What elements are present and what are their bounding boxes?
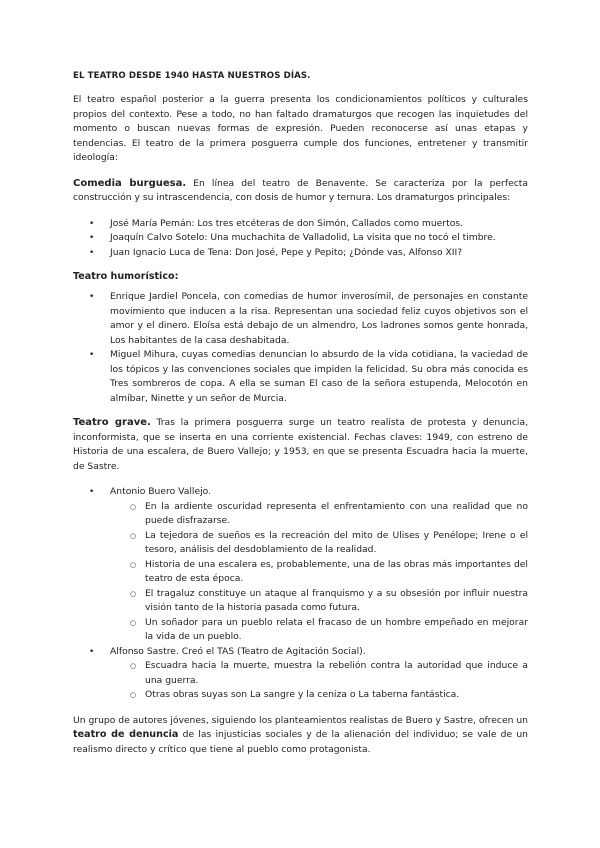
teatro-grave-heading: Teatro grave. [73, 417, 151, 428]
teatro-humoristico-list [73, 290, 528, 406]
buero-label: Antonio Buero Vallejo. [110, 486, 212, 497]
comedia-burguesa-list [73, 217, 528, 261]
sub-list-item: ○ Un soñador para un pueblo relata el fracaso de un hombre empeñado en mejorar la vida de un pueblo. [73, 616, 528, 645]
teatro-denuncia-paragraph [73, 714, 528, 758]
list-item: • Joaquín Calvo Sotelo: Una muchachita de Valladolid, La visita que no tocó el timbre. [73, 231, 528, 246]
sub-list-item: ○ En la ardiente oscuridad representa el enfrentamiento con una realidad que no puede disfrazarse. [73, 500, 528, 529]
denuncia-text-after: de las injusticias sociales y de la alienación del individuo; se vale de un realismo directo y crítico que tiene al pueblo como protagonista. [73, 729, 528, 755]
page-title: EL TEATRO DESDE 1940 HASTA NUESTROS DÍAS. [73, 71, 311, 81]
teatro-grave-list [73, 485, 528, 703]
teatro-grave-paragraph [73, 416, 528, 474]
sastre-label: Alfonso Sastre. Creó el TAS (Teatro de Agitación Social). [110, 645, 366, 657]
denuncia-text-before: Un grupo de autores jóvenes, siguiendo los planteamientos realistas de Buero y Sastre, ofrecen un [73, 714, 529, 726]
sub-list-item: ○ Historia de una escalera es, probablemente, una de las obras más importantes del teatro de esta época. [73, 558, 528, 587]
list-item: • José María Pemán: Los tres etcéteras de don Simón, Callados como muertos. [73, 217, 528, 232]
denuncia-bold: teatro de denuncia [73, 729, 179, 740]
sub-list-item: ○ Escuadra hacia la muerte, muestra la rebelión contra la autoridad que induce a una guerra. [73, 659, 528, 688]
sub-list-item: ○ Otras obras suyas son La sangre y la ceniza o La taberna fantástica. [73, 688, 528, 703]
teatro-grave-text: Tras la primera posguerra surge un teatro realista de protesta y denuncia, inconformista, que se inserta en una corriente existencial. Fechas claves: 1949, con estreno de Historia de una escalera, de Buero Vallejo; y 1953, en que se presenta Escuadra hacia la muerte, de Sastre. [73, 417, 528, 472]
teatro-humoristico-heading: Teatro humorístico: [73, 271, 179, 282]
list-item-buero [73, 485, 528, 645]
intro-paragraph: El teatro español posterior a la guerra presenta los condicionamientos políticos y culturales propios del contexto. Pese a todo, no han faltado dramaturgos que recogen las inquietudes del momento o buscan nuevas formas de expresión. Pueden reconocerse así unas etapas y tendencias. El teatro de la primera posguerra cumple dos funciones, entretener y transmitir ideología: [73, 94, 528, 163]
sub-list-item: ○ El tragaluz constituye un ataque al franquismo y a su obsesión por influir nuestra visión tanto de la historia pasada como futura. [73, 587, 528, 616]
list-item: • Enrique Jardiel Poncela, con comedias de humor inverosímil, de personajes en constante movimiento que inducen a la risa. Representan una sociedad feliz cuyos objetivos son el amor y el dinero. Eloísa está debajo de un almendro, Los ladrones somos gente honrada, Los habitantes de la casa deshabitada. [73, 290, 528, 348]
list-item-sastre [73, 645, 528, 703]
comedia-burguesa-text: En línea del teatro de Benavente. Se caracteriza por la perfecta construcción y su intrascendencia, con dosis de humor y ternura. Los dramaturgos principales: [73, 177, 529, 203]
comedia-burguesa-paragraph [73, 177, 528, 206]
sub-list-item: ○ La tejedora de sueños es la recreación del mito de Ulises y Penélope; Irene o el tesoro, análisis del desdoblamiento de la realidad. [73, 529, 528, 558]
comedia-burguesa-heading: Comedia burguesa. [73, 177, 187, 189]
buero-works-list [110, 500, 528, 645]
list-item: • Juan Ignacio Luca de Tena: Don José, Pepe y Pepito; ¿Dónde vas, Alfonso XII? [73, 246, 528, 261]
list-item: • Miguel Mihura, cuyas comedias denuncian lo absurdo de la vida cotidiana, la vaciedad de los tópicos y las convenciones sociales que impiden la felicidad. Su obra más conocida es Tres sombreros de copa. A ella se suman El caso de la señora estupenda, Melocotón en almíbar, Ninette y un señor de Murcia. [73, 348, 528, 406]
sastre-works-list [110, 659, 528, 703]
